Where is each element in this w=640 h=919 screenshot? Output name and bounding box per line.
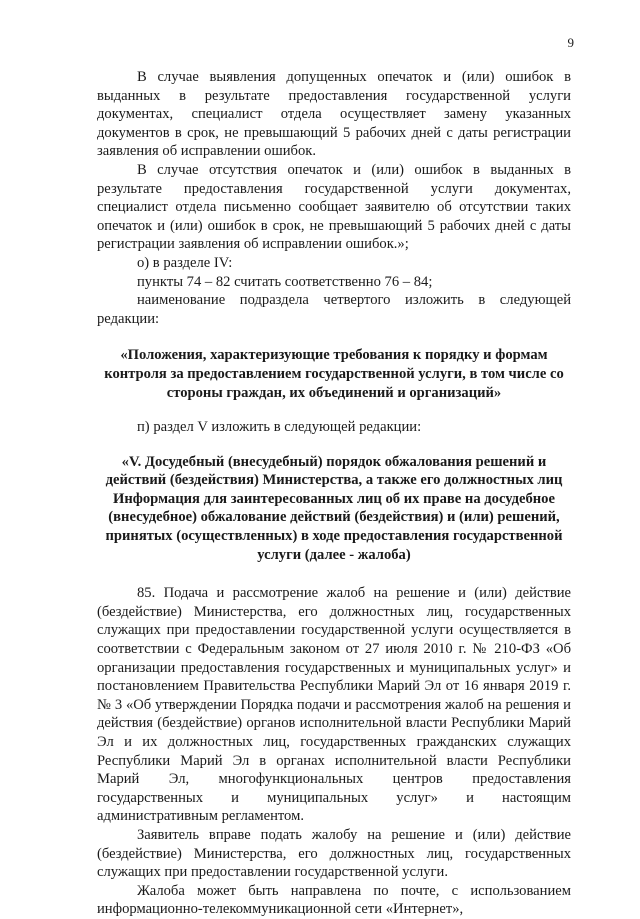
- heading-control-provisions: «Положения, характеризующие требования к порядку и формам контроля за предоставлением государственной услуги, в том числе со стороны граждан, их объединений и организаций»: [104, 347, 564, 401]
- paragraph-85: 85. Подача и рассмотрение жалоб на решение и (или) действие (бездействие) Министерства, его должностных лиц, государственных служащих при предоставлении государственной услуги осуществляется в соответствии с Федеральным законом от 27 июля 2010 г. № 210-ФЗ «Об организации предоставления государственных и муниципальных услуг» и постановлением Правительства Республики Марий Эл от 16 января 2019 г. № 3 «Об утверждении Порядка подачи и рассмотрения жалоб на решения и действия (бездействие) органов исполнительной власти Республики Марий Эл и их должностных лиц, государственных гражданских служащих Республики Марий Эл в органах исполнительной власти Республики Марий Эл, многофункциональных центров предоставления государственных и муниципальных услуг» и настоящим административным регламентом.: [97, 585, 571, 825]
- heading-section-v: «V. Досудебный (внесудебный) порядок обжалования решений и действий (бездействия) Министерства, а также его должностных лиц Информация для заинтересованных лиц об их праве на досудебное (внесудебное) обжалование действий (бездействия) и (или) решений, принятых (осуществленных) в ходе предоставления государственной услуги (далее - жалоба): [105, 453, 563, 563]
- page-number: 9: [567, 35, 574, 50]
- paragraph-item-o: о) в разделе IV:: [137, 254, 233, 271]
- paragraph-errors-absent: В случае отсутствия опечаток и (или) ошибок в выданных в результате предоставления государственной услуги документах, специалист отдела письменно сообщает заявителю об отсутствии таких опечаток и (или) ошибок в срок, не превышающий 5 рабочих дней с даты регистрации заявления об исправлении ошибок.»;: [97, 161, 571, 253]
- paragraph-renumber: пункты 74 – 82 считать соответственно 76 – 84;: [137, 273, 433, 290]
- paragraph-complaint-channels: Жалоба может быть направлена по почте, с использованием информационно-телекоммуникационной сети «Интернет»,: [97, 882, 571, 918]
- paragraph-errors-found: В случае выявления допущенных опечаток и (или) ошибок в выданных в результате предоставления государственной услуги документах, специалист отдела осуществляет замену указанных документов в срок, не превышающий 5 рабочих дней с даты регистрации заявления об исправлении ошибок.: [97, 69, 571, 160]
- document-body: [97, 68, 571, 919]
- paragraph-subsection-name: наименование подраздела четвертого изложить в следующей редакции:: [97, 292, 571, 327]
- paragraph-applicant-right: Заявитель вправе подать жалобу на решение и (или) действие (бездействие) Министерства, его должностных лиц, государственных служащих при предоставлении государственной услуги.: [97, 826, 571, 881]
- paragraph-item-p: п) раздел V изложить в следующей редакции:: [137, 419, 422, 436]
